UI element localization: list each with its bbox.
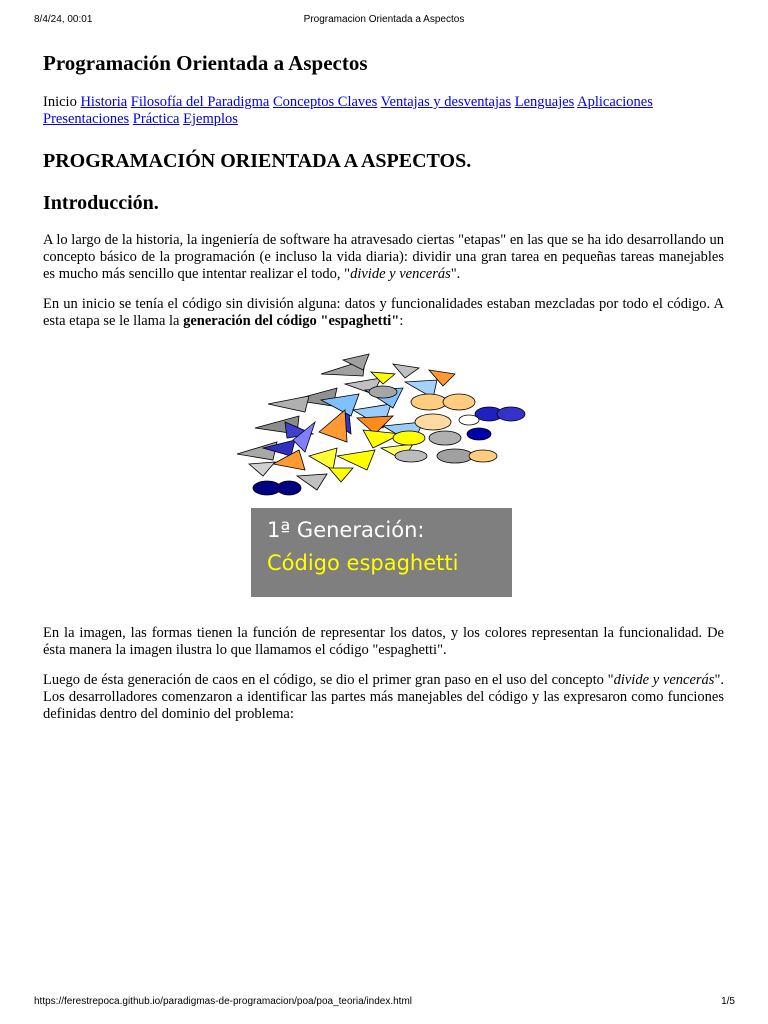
main-heading: PROGRAMACIÓN ORIENTADA A ASPECTOS. [43,150,472,172]
page-content [43,48,724,723]
nav-link-historia[interactable]: Historia [80,94,128,110]
origin-paragraph [43,296,724,330]
nav-inicio: Inicio [43,94,77,110]
intro-emphasis: divide y vencerás [350,266,451,282]
next-step-emphasis: divide y vencerás [613,672,715,688]
spaghetti-shapes-illustration [233,352,533,502]
origin-text: En un inicio se tenía el código sin división alguna: datos y funcionalidades estaban mezcladas por todo el código. A esta etapa se le llama la [43,296,724,329]
print-url: https://ferestrepoca.github.io/paradigmas-de-programacion/poa/poa_teoria/index.html [34,996,412,1007]
nav-link-lenguajes[interactable]: Lenguajes [514,94,575,110]
nav-link-aplicaciones[interactable]: Aplicaciones [577,94,653,110]
explanation-paragraph: En la imagen, las formas tienen la función de representar los datos, y los colores representan la funcionalidad. De ésta manera la imagen ilustra lo que llamamos el código "espaghetti". [43,625,724,658]
next-step-text: Luego de ésta generación de caos en el código, se dio el primer gran paso en el uso del concepto " [43,672,614,688]
nav-link-conceptos-claves[interactable]: Conceptos Claves [272,94,378,110]
page-number: 1/5 [721,996,735,1007]
nav-link-filosofia[interactable]: Filosofía del Paradigma [130,94,270,110]
spaghetti-figure [43,342,724,604]
nav-link-presentaciones[interactable]: Presentaciones [43,111,130,127]
next-step-paragraph [43,672,724,723]
print-footer [0,996,768,1010]
nav-link-ejemplos[interactable]: Ejemplos [183,111,238,127]
nav-link-practica[interactable]: Práctica [132,111,180,127]
caption-line-2: Código espaghetti [267,551,459,575]
site-title: Programación Orientada a Aspectos [43,51,368,75]
print-title: Programacion Orientada a Aspectos [303,14,465,25]
next-step-end: ". Los desarrolladores comenzaron a identificar las partes más manejables del código y las expresaron como funciones definidas dentro del dominio del problema: [43,672,724,722]
caption-line-1: 1ª Generación: [267,518,425,542]
figure-caption-box [251,508,512,597]
origin-end: : [399,313,404,329]
print-date: 8/4/24, 00:01 [34,14,93,25]
origin-strong: generación del código "espaghetti" [183,313,400,329]
section-heading: Introducción. [43,192,159,214]
print-header [0,14,768,28]
nav-link-ventajas[interactable]: Ventajas y desventajas [380,94,512,110]
nav-menu [43,94,724,128]
intro-paragraph [43,232,724,283]
intro-end: ". [450,266,461,282]
intro-text: A lo largo de la historia, la ingeniería de software ha atravesado ciertas "etapas" en las que se ha ido desarrollando un concepto básico de la programación (e incluso la vida diaria): dividir una gran tarea en pequeñas tareas manejables es mucho más sencillo que intentar realizar el todo, " [43,232,724,282]
